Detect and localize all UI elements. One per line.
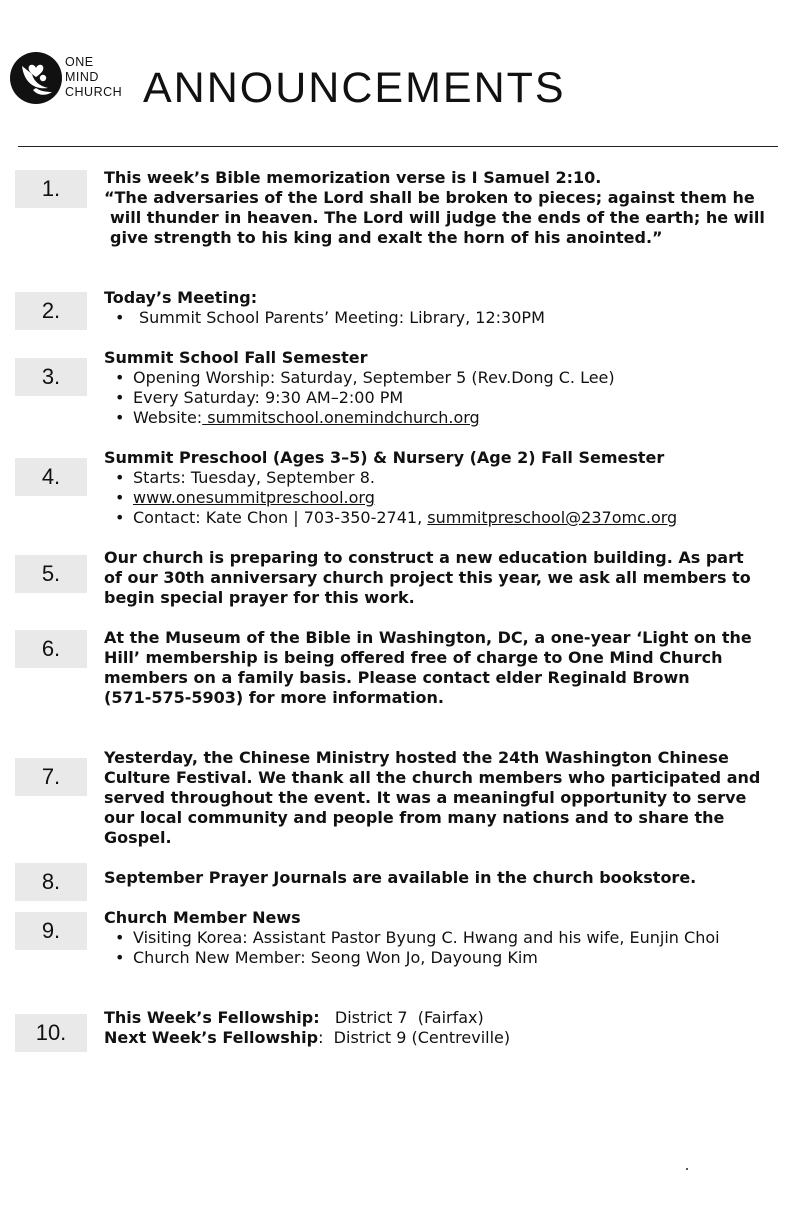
text-line: begin special prayer for this work. bbox=[104, 588, 415, 607]
text-line: Gospel. bbox=[104, 828, 172, 847]
verse-heading: This week’s Bible memorization verse is I Samuel 2:10. bbox=[104, 168, 602, 187]
text-line: our local community and people from many nations and to share the bbox=[104, 808, 725, 827]
text-line: Yesterday, the Chinese Ministry hosted the 24th Washington Chinese bbox=[104, 748, 729, 767]
announcement-number: 3. bbox=[15, 358, 87, 396]
list-item: • Opening Worship: Saturday, September 5 (Rev.Dong C. Lee) bbox=[104, 368, 774, 388]
logo-line-church: CHURCH bbox=[65, 85, 123, 99]
header bbox=[0, 0, 792, 150]
preschool-website-link[interactable]: www.onesummitpreschool.org bbox=[133, 488, 375, 507]
announcement-content bbox=[104, 448, 774, 528]
logo-text bbox=[65, 55, 122, 100]
announcement-content bbox=[104, 348, 774, 428]
this-week-fellowship bbox=[104, 1008, 774, 1028]
announcement-content bbox=[104, 908, 774, 968]
announcement-number: 6. bbox=[15, 630, 87, 668]
church-logo bbox=[10, 52, 130, 108]
header-divider bbox=[18, 146, 778, 147]
school-list bbox=[104, 368, 774, 428]
announcement-content bbox=[104, 168, 774, 248]
announcement-number: 9. bbox=[15, 912, 87, 950]
list-item: • Summit School Parents’ Meeting: Library, 12:30PM bbox=[104, 308, 774, 328]
member-news-heading: Church Member News bbox=[104, 908, 301, 927]
list-item: • Visiting Korea: Assistant Pastor Byung C. Hwang and his wife, Eunjin Choi bbox=[104, 928, 774, 948]
list-item bbox=[104, 508, 774, 528]
announcement-number: 2. bbox=[15, 292, 87, 330]
school-heading: Summit School Fall Semester bbox=[104, 348, 368, 367]
announcement-number: 7. bbox=[15, 758, 87, 796]
announcement-content bbox=[104, 288, 774, 328]
announcement-content bbox=[104, 628, 774, 708]
meeting-heading: Today’s Meeting: bbox=[104, 288, 258, 307]
announcement-number: 1. bbox=[15, 170, 87, 208]
next-week-value: : District 9 (Centreville) bbox=[318, 1028, 511, 1047]
announcement-content bbox=[104, 868, 774, 888]
page-title: ANNOUNCEMENTS bbox=[143, 64, 566, 112]
heart-person-icon bbox=[10, 52, 62, 104]
meeting-list bbox=[104, 308, 774, 328]
text-line: (571-575-5903) for more information. bbox=[104, 688, 444, 707]
text-line: Our church is preparing to construct a new education building. As part bbox=[104, 548, 744, 567]
list-item bbox=[104, 408, 774, 428]
this-week-label: This Week’s Fellowship: bbox=[104, 1008, 320, 1027]
text-line: September Prayer Journals are available in the church bookstore. bbox=[104, 868, 697, 887]
announcement-number: 10. bbox=[15, 1014, 87, 1052]
announcement-number: 4. bbox=[15, 458, 87, 496]
logo-line-one: ONE bbox=[65, 55, 94, 69]
school-website-link[interactable]: summitschool.onemindchurch.org bbox=[202, 408, 480, 427]
website-label: Website: bbox=[133, 408, 203, 427]
stray-dot bbox=[686, 1168, 688, 1170]
preschool-heading: Summit Preschool (Ages 3–5) & Nursery (Age 2) Fall Semester bbox=[104, 448, 665, 467]
text-line: of our 30th anniversary church project this year, we ask all members to bbox=[104, 568, 751, 587]
verse-line: “The adversaries of the Lord shall be broken to pieces; against them he bbox=[104, 188, 755, 207]
list-item bbox=[104, 488, 774, 508]
text-line: members on a family basis. Please contact elder Reginald Brown bbox=[104, 668, 690, 687]
logo-line-mind: MIND bbox=[65, 70, 99, 84]
verse-line: will thunder in heaven. The Lord will judge the ends of the earth; he will bbox=[110, 208, 765, 227]
list-item: • Starts: Tuesday, September 8. bbox=[104, 468, 774, 488]
text-line: served throughout the event. It was a meaningful opportunity to serve bbox=[104, 788, 747, 807]
announcement-content bbox=[104, 748, 774, 848]
announcement-content bbox=[104, 548, 774, 608]
verse-line: give strength to his king and exalt the horn of his anointed.” bbox=[110, 228, 663, 247]
this-week-value: District 7 (Fairfax) bbox=[334, 1008, 484, 1027]
next-week-label: Next Week’s Fellowship bbox=[104, 1028, 319, 1047]
list-item: • Church New Member: Seong Won Jo, Dayoung Kim bbox=[104, 948, 774, 968]
announcement-number: 5. bbox=[15, 555, 87, 593]
preschool-email-link[interactable]: summitpreschool@237omc.org bbox=[427, 508, 678, 527]
text-line: Culture Festival. We thank all the church members who participated and bbox=[104, 768, 761, 787]
list-item: • Every Saturday: 9:30 AM–2:00 PM bbox=[104, 388, 774, 408]
next-week-fellowship bbox=[104, 1028, 774, 1048]
text-line: At the Museum of the Bible in Washington, DC, a one-year ‘Light on the bbox=[104, 628, 752, 647]
text-line: Hill’ membership is being offered free of charge to One Mind Church bbox=[104, 648, 723, 667]
announcement-number: 8. bbox=[15, 863, 87, 901]
member-news-list bbox=[104, 928, 774, 968]
announcement-content bbox=[104, 1008, 774, 1048]
preschool-list bbox=[104, 468, 774, 528]
contact-label: Contact: Kate Chon | 703-350-2741, bbox=[133, 508, 428, 527]
